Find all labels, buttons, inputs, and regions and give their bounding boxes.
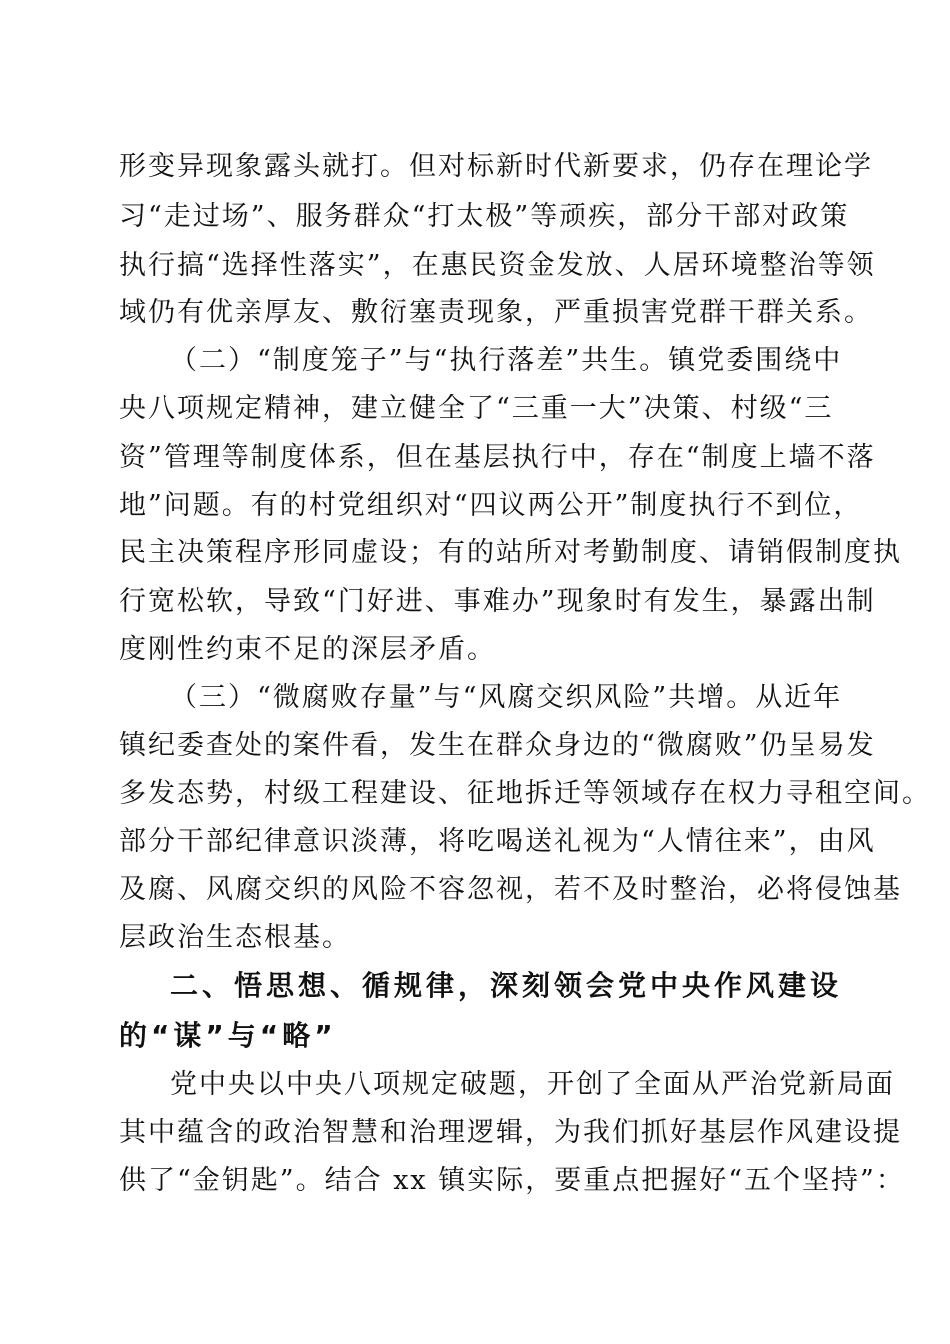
line-text: 习“走过场”、服务群众“打太极”等顽疾，部分干部对政策: [119, 201, 850, 232]
line-text: 资”管理等制度体系，但在基层执行中，存在“制度上墙不落: [119, 442, 876, 473]
line-text: 央八项规定精神，建立健全了“三重一大”决策、村级“三: [119, 393, 834, 424]
line-text: 及腐、风腐交织的风险不容忽视，若不及时整治，必将侵蚀基: [119, 874, 902, 905]
line-text: 多发态势，村级工程建设、征地拆迁等领域存在权力寻租空间。: [119, 778, 931, 809]
line-text: 镇纪委查处的案件看，发生在群众身边的“微腐败”仍呈易发: [119, 730, 876, 761]
line-text: 供了“金钥匙”。结合 xx 镇实际，要重点把握好“五个坚持”：: [119, 1165, 905, 1196]
heading-text: 的“谋”与“略”: [119, 1019, 337, 1052]
line-text: 域仍有优亲厚友、敷衍塞责现象，严重损害党群干群关系。: [119, 297, 873, 328]
line-text: （三）“微腐败存量”与“风腐交织风险”共增。从近年: [170, 682, 843, 713]
line-text: （二）“制度笼子”与“执行落差”共生。镇党委围绕中: [170, 345, 843, 376]
line-text: 形变异现象露头就打。但对标新时代新要求，仍存在理论学: [119, 151, 873, 182]
line-text: 部分干部纪律意识淡薄，将吃喝送礼视为“人情往来”，由风: [119, 826, 876, 857]
line-text: 党中央以中央八项规定破题，开创了全面从严治党新局面: [170, 1069, 895, 1100]
line-text: 民主决策程序形同虚设；有的站所对考勤制度、请销假制度执: [119, 537, 902, 568]
line-text: 执行搞“选择性落实”，在惠民资金发放、人居环境整治等领: [119, 250, 876, 281]
line-text: 层政治生态根基。: [119, 922, 351, 953]
line-text: 地”问题。有的村党组织对“四议两公开”制度执行不到位，: [119, 490, 863, 521]
line-text: 行宽松软，导致“门好进、事难办”现象时有发生，暴露出制: [119, 586, 876, 617]
heading-text: 二、悟思想、循规律，深刻领会党中央作风建设: [170, 969, 843, 1002]
line-text: 其中蕴含的政治智慧和治理逻辑，为我们抓好基层作风建设提: [119, 1117, 902, 1148]
line-text: 度刚性约束不足的深层矛盾。: [119, 634, 496, 665]
